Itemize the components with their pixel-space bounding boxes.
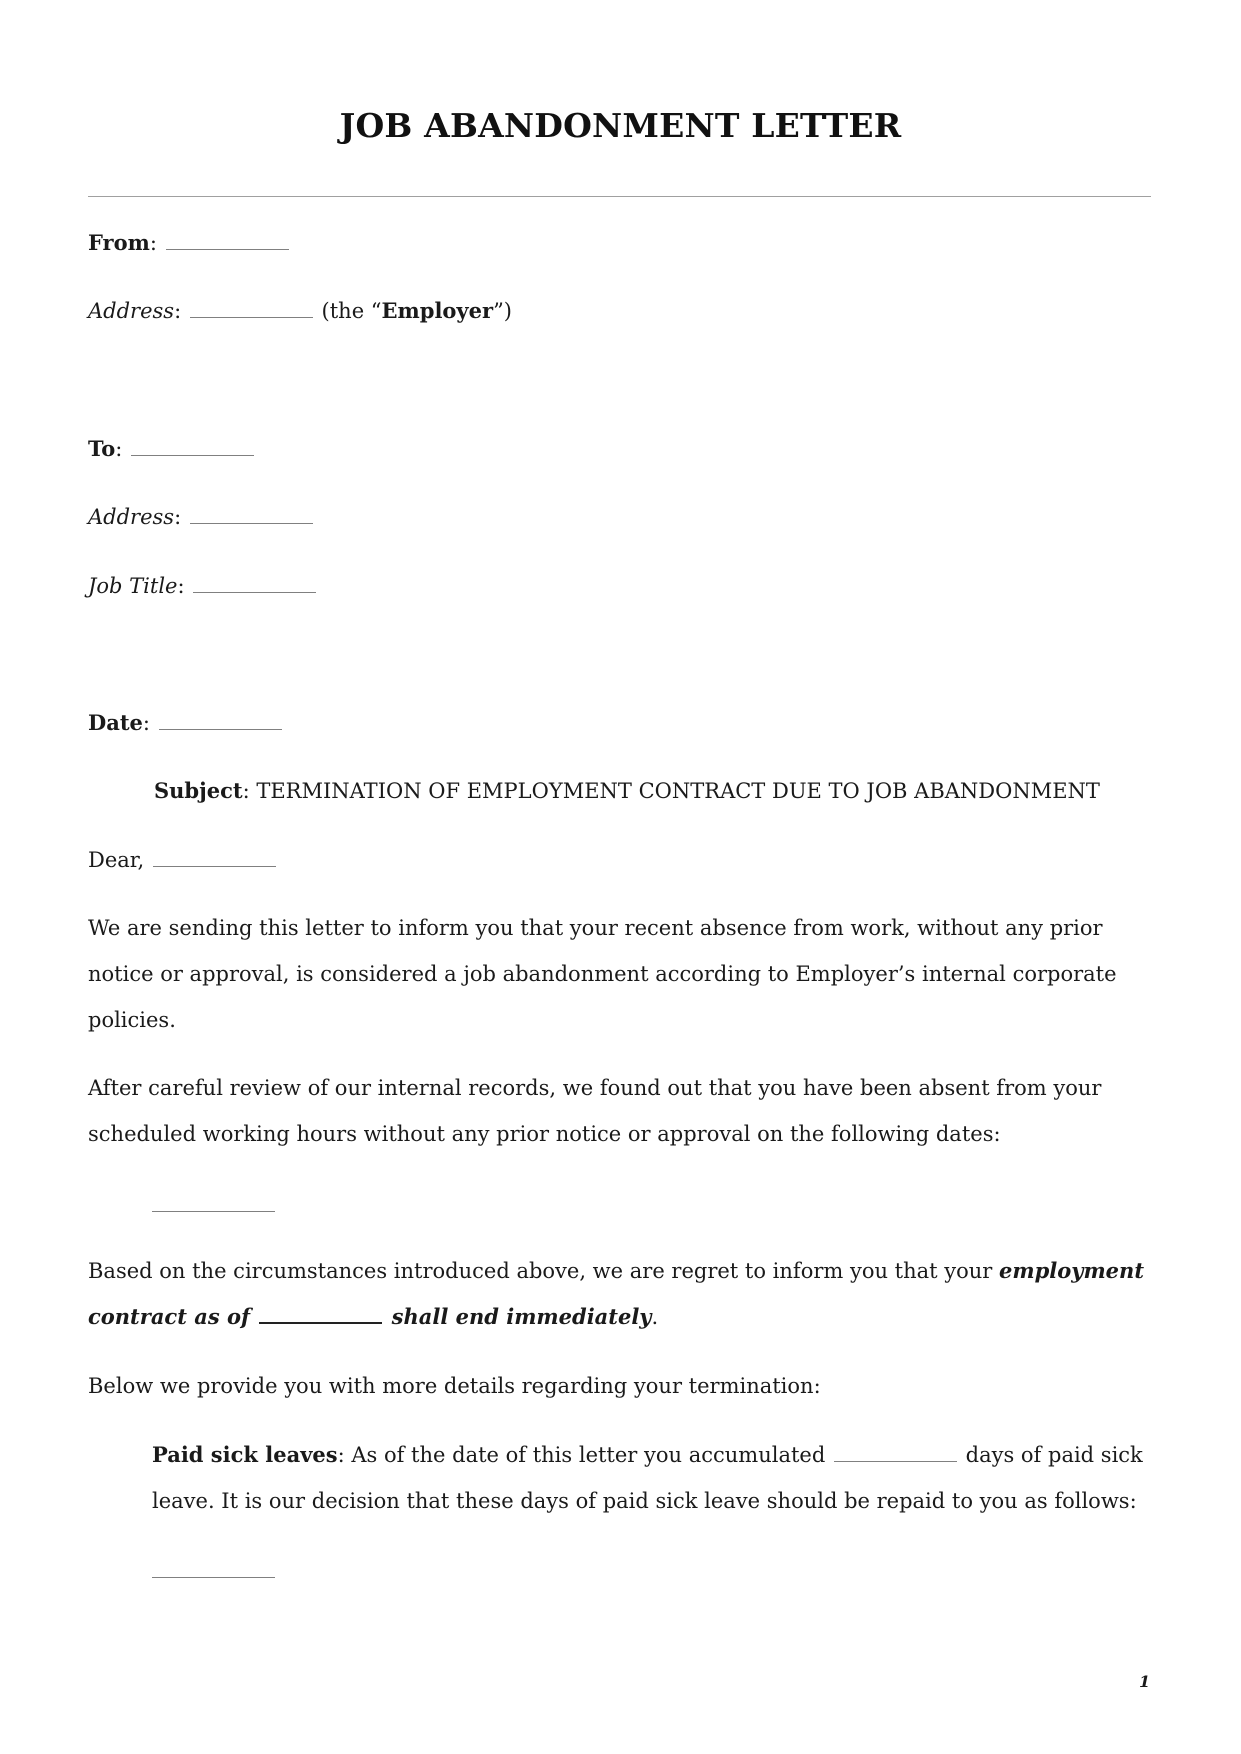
job-title-blank[interactable] [193, 591, 316, 593]
salutation: Dear, [88, 845, 278, 875]
termination-date-blank[interactable] [259, 1321, 382, 1324]
absence-dates-field [150, 1190, 277, 1220]
from-field: From: [88, 228, 291, 258]
from-blank[interactable] [166, 248, 289, 250]
from-label: From [88, 230, 150, 255]
date-field: Date: [88, 708, 284, 738]
repayment-blank[interactable] [152, 1576, 275, 1578]
subject-text: TERMINATION OF EMPLOYMENT CONTRACT DUE TO JOB ABANDONMENT [256, 779, 1100, 803]
employer-term: Employer [381, 298, 494, 323]
paragraph-termination: Based on the circumstances introduced above, we are regret to inform you that your employment contract as of shall end immediately. [88, 1258, 1145, 1329]
employee-address-label: Address [88, 505, 175, 529]
to-field: To: [88, 434, 256, 464]
employer-address-blank[interactable] [190, 316, 313, 318]
to-label: To [88, 436, 116, 461]
sick-days-blank[interactable] [834, 1460, 957, 1462]
title-divider [88, 196, 1151, 197]
termination-emphasis-b: shall end immediately [384, 1304, 652, 1329]
absence-dates-blank[interactable] [152, 1210, 275, 1212]
job-title-label: Job Title [88, 574, 178, 598]
to-blank[interactable] [131, 454, 254, 456]
paragraph-paid-sick-leaves: Paid sick leaves: As of the date of this letter you accumulated days of paid sick leave. It is our decision that these days of paid sick leave should be repaid to you as follows: [152, 1442, 1143, 1513]
subject-label: Subject [154, 778, 243, 803]
repayment-field [150, 1556, 277, 1586]
recipient-name-blank[interactable] [153, 865, 276, 867]
paragraph-records-review: After careful review of our internal records, we found out that you have been absent from your scheduled working hours without any prior notice or approval on the following dates: [88, 1076, 1102, 1146]
paragraph-details-intro: Below we provide you with more details regarding your termination: [88, 1374, 821, 1398]
document-title: JOB ABANDONMENT LETTER [339, 106, 902, 145]
employer-address-field: Address: (the “Employer”) [88, 298, 512, 323]
paragraph-absence-notice: We are sending this letter to inform you that your recent absence from work, without any prior notice or approval, is considered a job abandonment according to Employer’s internal corporate policies. [88, 916, 1117, 1032]
employee-address-blank[interactable] [190, 522, 313, 524]
sick-leave-label: Paid sick leaves [152, 1442, 338, 1467]
date-blank[interactable] [159, 728, 282, 730]
job-title-field: Job Title: [88, 571, 318, 601]
employer-address-label: Address [88, 299, 175, 323]
employee-address-field: Address: [88, 502, 315, 532]
subject-line: Subject: TERMINATION OF EMPLOYMENT CONTRACT DUE TO JOB ABANDONMENT [154, 778, 1100, 803]
termination-emphasis-a: employment contract as of [88, 1258, 1145, 1329]
date-label: Date [88, 710, 143, 735]
page-number: 1 [1139, 1672, 1151, 1691]
